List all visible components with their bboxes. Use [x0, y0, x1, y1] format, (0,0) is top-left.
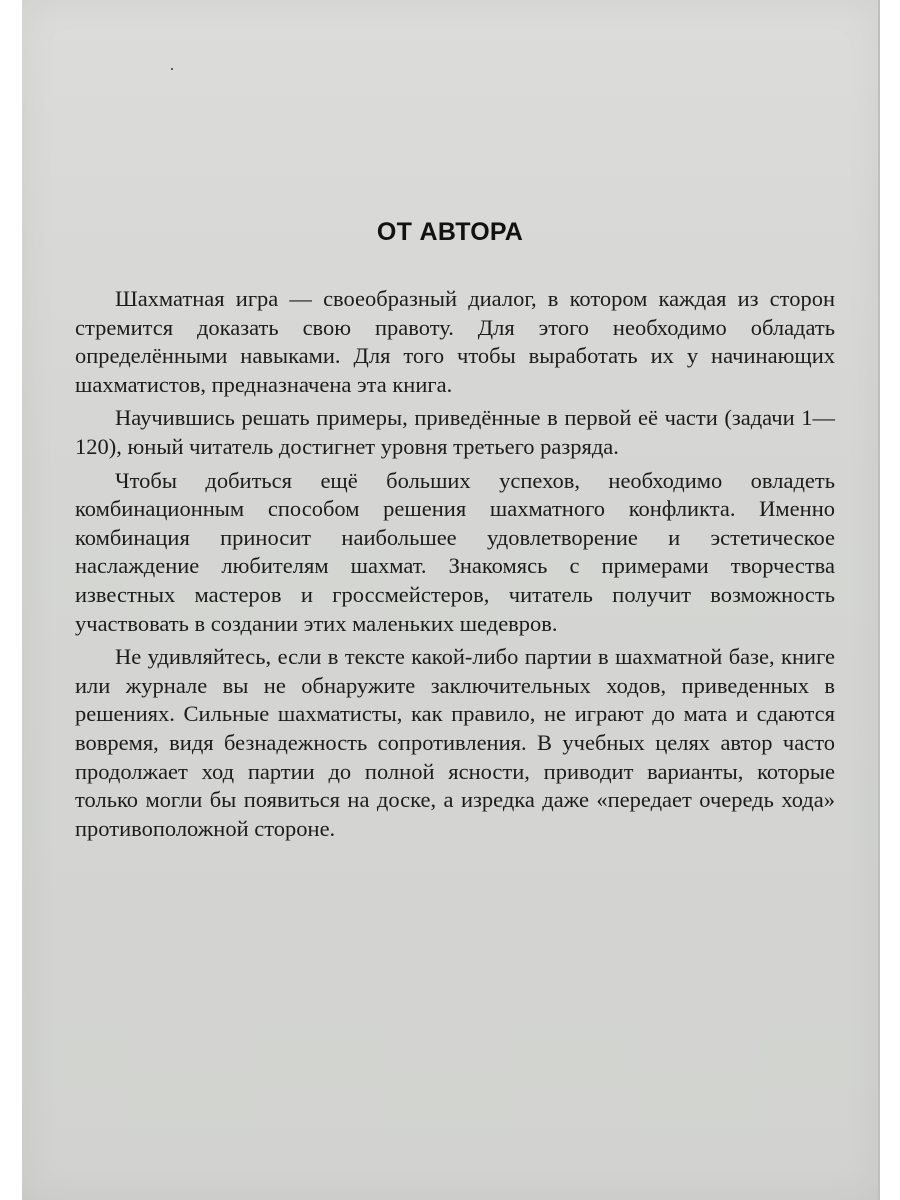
- paragraph: Не удивляйтесь, если в тексте какой-либо партии в шахматной базе, книге или журнале вы не обнаружите заключительных ходов, приведенных в решениях. Сильные шахматисты, как правило, не играют до мата и сдаются вовремя, видя безнадежность сопротивления. В учебных целях автор часто продолжает ход партии до полной ясности, приводит варианты, которые только могли бы появиться на доске, а изредка даже «передает очередь хода» противоположной стороне.: [75, 644, 835, 841]
- page-edge: [878, 0, 880, 1200]
- body-text: [75, 285, 835, 848]
- paragraph: Чтобы добиться ещё больших успехов, необходимо овладеть комбинационным способом решения шахматного конфликта. Именно комбинация приносит наибольшее удовлетворение и эстетическое наслаждение любителям шахмат. Знакомясь с примерами творчества известных мастеров и гроссмейстеров, читатель получит возможность участвовать в создании этих маленьких шедевров.: [75, 467, 835, 636]
- page-title: ОТ АВТОРА: [376, 218, 524, 246]
- paragraph: Научившись решать примеры, приведённые в первой её части (задачи 1— 120), юный читатель достигнет уровня третьего разряда.: [75, 405, 835, 459]
- paragraph: Шахматная игра — своеобразный диалог, в котором каждая из сторон стремится доказать свою правоту. Для этого необходимо обладать определёнными навыками. Для того чтобы выработать их у начинающих шахматистов, предназначена эта книга.: [75, 286, 835, 397]
- paper-speck: [171, 68, 173, 70]
